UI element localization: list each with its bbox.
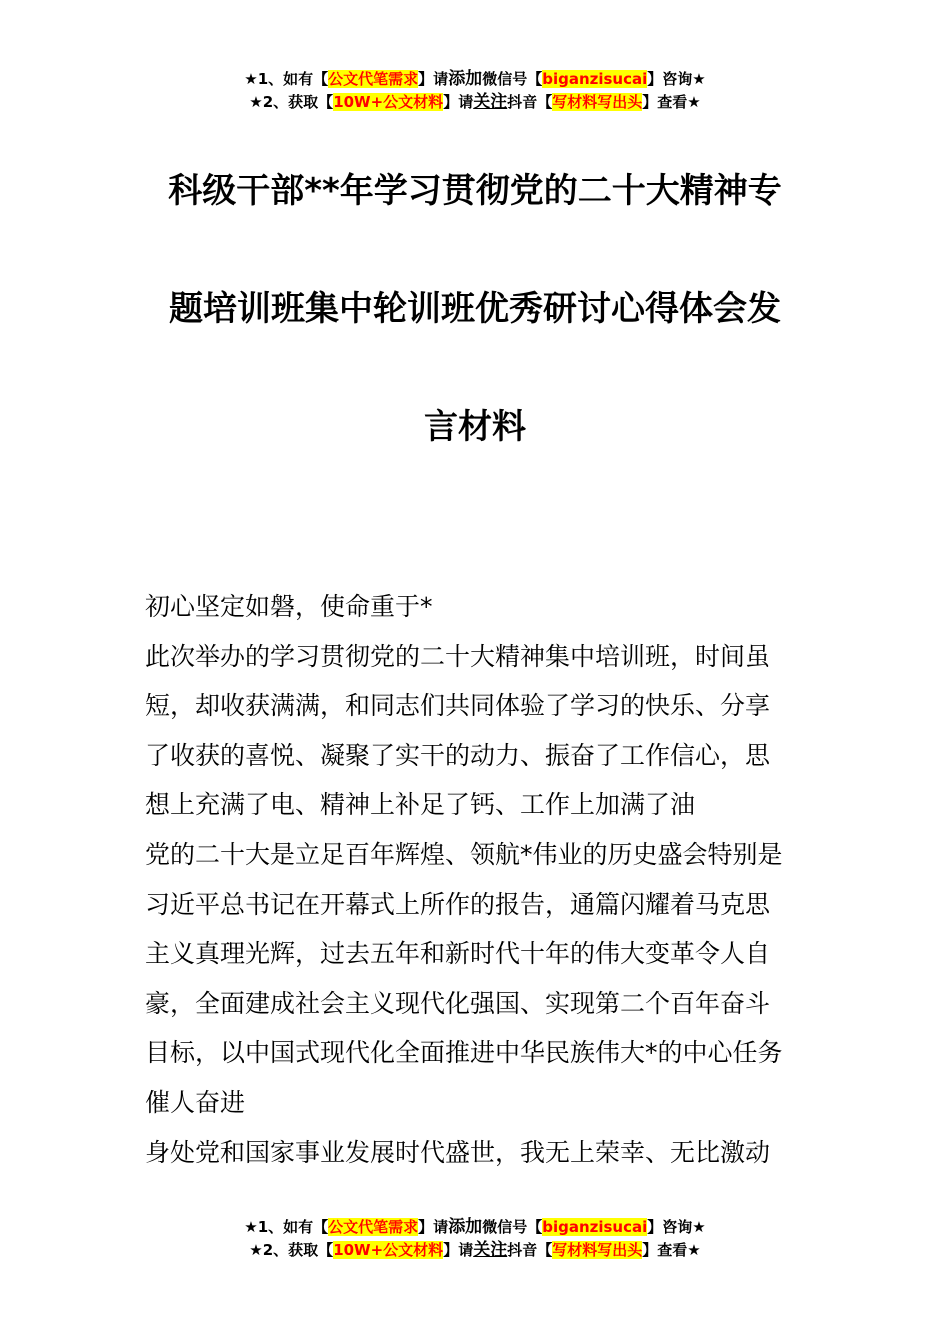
body-line: 短，却收获满满，和同志们共同体验了学习的快乐、分享 xyxy=(145,691,771,721)
body-line: 催人奋进 xyxy=(145,1087,246,1117)
banner-line-2: ★2、获取【10W+公文材料】请关注抖音【写材料写出头】查看★ xyxy=(249,1240,701,1260)
body-line: 想上充满了电、精神上补足了钙、工作上加满了油 xyxy=(145,790,696,820)
title-line: 科级干部**年学习贯彻党的二十大精神专 xyxy=(168,171,782,211)
header-banner xyxy=(0,68,950,114)
document-body xyxy=(145,582,810,1177)
body-line: 身处党和国家事业发展时代盛世，我无上荣幸、无比激动 xyxy=(145,1137,771,1167)
body-line: 主义真理光辉，过去五年和新时代十年的伟大变革令人自 xyxy=(145,939,771,969)
body-line: 初心坚定如磐，使命重于* xyxy=(145,592,433,621)
banner-line-1: ★1、如有【公文代笔需求】请添加微信号【biganzisucai】咨询★ xyxy=(244,69,706,89)
banner-highlight: 写材料写出头 xyxy=(552,93,643,111)
banner-line-1: ★1、如有【公文代笔需求】请添加微信号【biganzisucai】咨询★ xyxy=(244,1217,706,1237)
banner-highlight: biganzisucai xyxy=(542,70,648,88)
banner-highlight: 10W+公文材料 xyxy=(333,1241,444,1259)
body-line: 习近平总书记在开幕式上所作的报告，通篇闪耀着马克思 xyxy=(145,889,771,919)
title-line: 题培训班集中轮训班优秀研讨心得体会发 xyxy=(169,289,781,329)
document-title xyxy=(140,132,810,486)
body-line: 了收获的喜悦、凝聚了实干的动力、振奋了工作信心，思 xyxy=(145,740,771,770)
banner-highlight: 10W+公文材料 xyxy=(333,93,444,111)
banner-highlight: 公文代笔需求 xyxy=(328,70,419,88)
title-line: 言材料 xyxy=(424,407,526,447)
body-line: 目标，以中国式现代化全面推进中华民族伟大*的中心任务 xyxy=(145,1038,783,1068)
banner-highlight: 写材料写出头 xyxy=(552,1241,643,1259)
banner-highlight: 公文代笔需求 xyxy=(328,1218,419,1236)
banner-highlight: biganzisucai xyxy=(542,1218,648,1236)
footer-banner xyxy=(0,1216,950,1262)
body-line: 此次举办的学习贯彻党的二十大精神集中培训班，时间虽 xyxy=(145,641,771,671)
body-line: 豪，全面建成社会主义现代化强国、实现第二个百年奋斗 xyxy=(145,988,771,1018)
body-line: 党的二十大是立足百年辉煌、领航*伟业的历史盛会特别是 xyxy=(145,839,783,869)
banner-line-2: ★2、获取【10W+公文材料】请关注抖音【写材料写出头】查看★ xyxy=(249,92,701,112)
